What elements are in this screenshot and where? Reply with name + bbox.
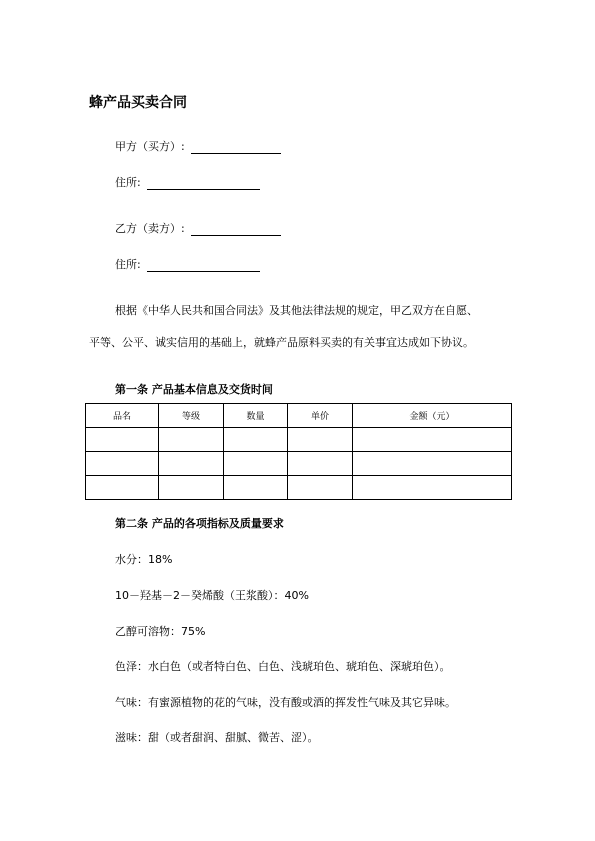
party-a-address-field [115, 174, 260, 190]
spec-odor: 气味：有蜜源植物的花的气味，没有酸或酒的挥发性气味及其它异味。 [115, 696, 456, 709]
document-title: 蜂产品买卖合同 [89, 95, 187, 111]
spec-ethanol-soluble: 乙醇可溶物：75% [115, 625, 206, 638]
table-cell[interactable] [86, 452, 159, 476]
intro-paragraph-line2: 平等、公平、诚实信用的基础上，就蜂产品原料买卖的有关事宜达成如下协议。 [89, 336, 474, 349]
table-cell[interactable] [288, 452, 353, 476]
column-header-amount: 金额（元） [353, 404, 512, 428]
spec-royal-jelly-acid: 10－羟基－2－癸烯酸（王浆酸）：40% [115, 589, 309, 602]
spec-water: 水分：18% [115, 553, 173, 566]
table-cell[interactable] [288, 428, 353, 452]
column-header-name: 品名 [86, 404, 159, 428]
product-table [85, 403, 512, 500]
spec-color: 色泽：水白色（或者特白色、白色、浅琥珀色、琥珀色、深琥珀色）。 [115, 660, 451, 673]
table-row [86, 452, 512, 476]
table-cell[interactable] [159, 452, 224, 476]
table-cell[interactable] [224, 428, 288, 452]
table-row [86, 476, 512, 500]
table-cell[interactable] [353, 476, 512, 500]
article2-heading: 第二条 产品的各项指标及质量要求 [115, 517, 284, 530]
table-cell[interactable] [353, 428, 512, 452]
party-a-label: 甲方（买方）: [115, 140, 185, 153]
party-a-address-blank[interactable] [147, 178, 260, 190]
table-cell[interactable] [224, 452, 288, 476]
party-b-address-label: 住所: [115, 258, 141, 271]
party-a-address-label: 住所: [115, 176, 141, 189]
party-a-field [115, 138, 281, 154]
table-header-row [86, 404, 512, 428]
article1-heading: 第一条 产品基本信息及交货时间 [115, 383, 273, 396]
party-b-label: 乙方（卖方）: [115, 222, 185, 235]
table-cell[interactable] [224, 476, 288, 500]
table-cell[interactable] [86, 476, 159, 500]
party-b-field [115, 220, 281, 236]
table-cell[interactable] [86, 428, 159, 452]
party-b-address-field [115, 256, 260, 272]
party-b-blank[interactable] [191, 224, 281, 236]
column-header-unit-price: 单价 [288, 404, 353, 428]
column-header-quantity: 数量 [224, 404, 288, 428]
table-cell[interactable] [288, 476, 353, 500]
column-header-grade: 等级 [159, 404, 224, 428]
spec-taste: 滋味：甜（或者甜润、甜腻、微苦、涩）。 [115, 731, 319, 744]
party-b-address-blank[interactable] [147, 260, 260, 272]
table-cell[interactable] [159, 428, 224, 452]
table-row [86, 428, 512, 452]
intro-paragraph-line1: 根据《中华人民共和国合同法》及其他法律法规的规定，甲乙双方在自愿、 [115, 304, 478, 317]
table-cell[interactable] [159, 476, 224, 500]
party-a-blank[interactable] [191, 142, 281, 154]
table-cell[interactable] [353, 452, 512, 476]
